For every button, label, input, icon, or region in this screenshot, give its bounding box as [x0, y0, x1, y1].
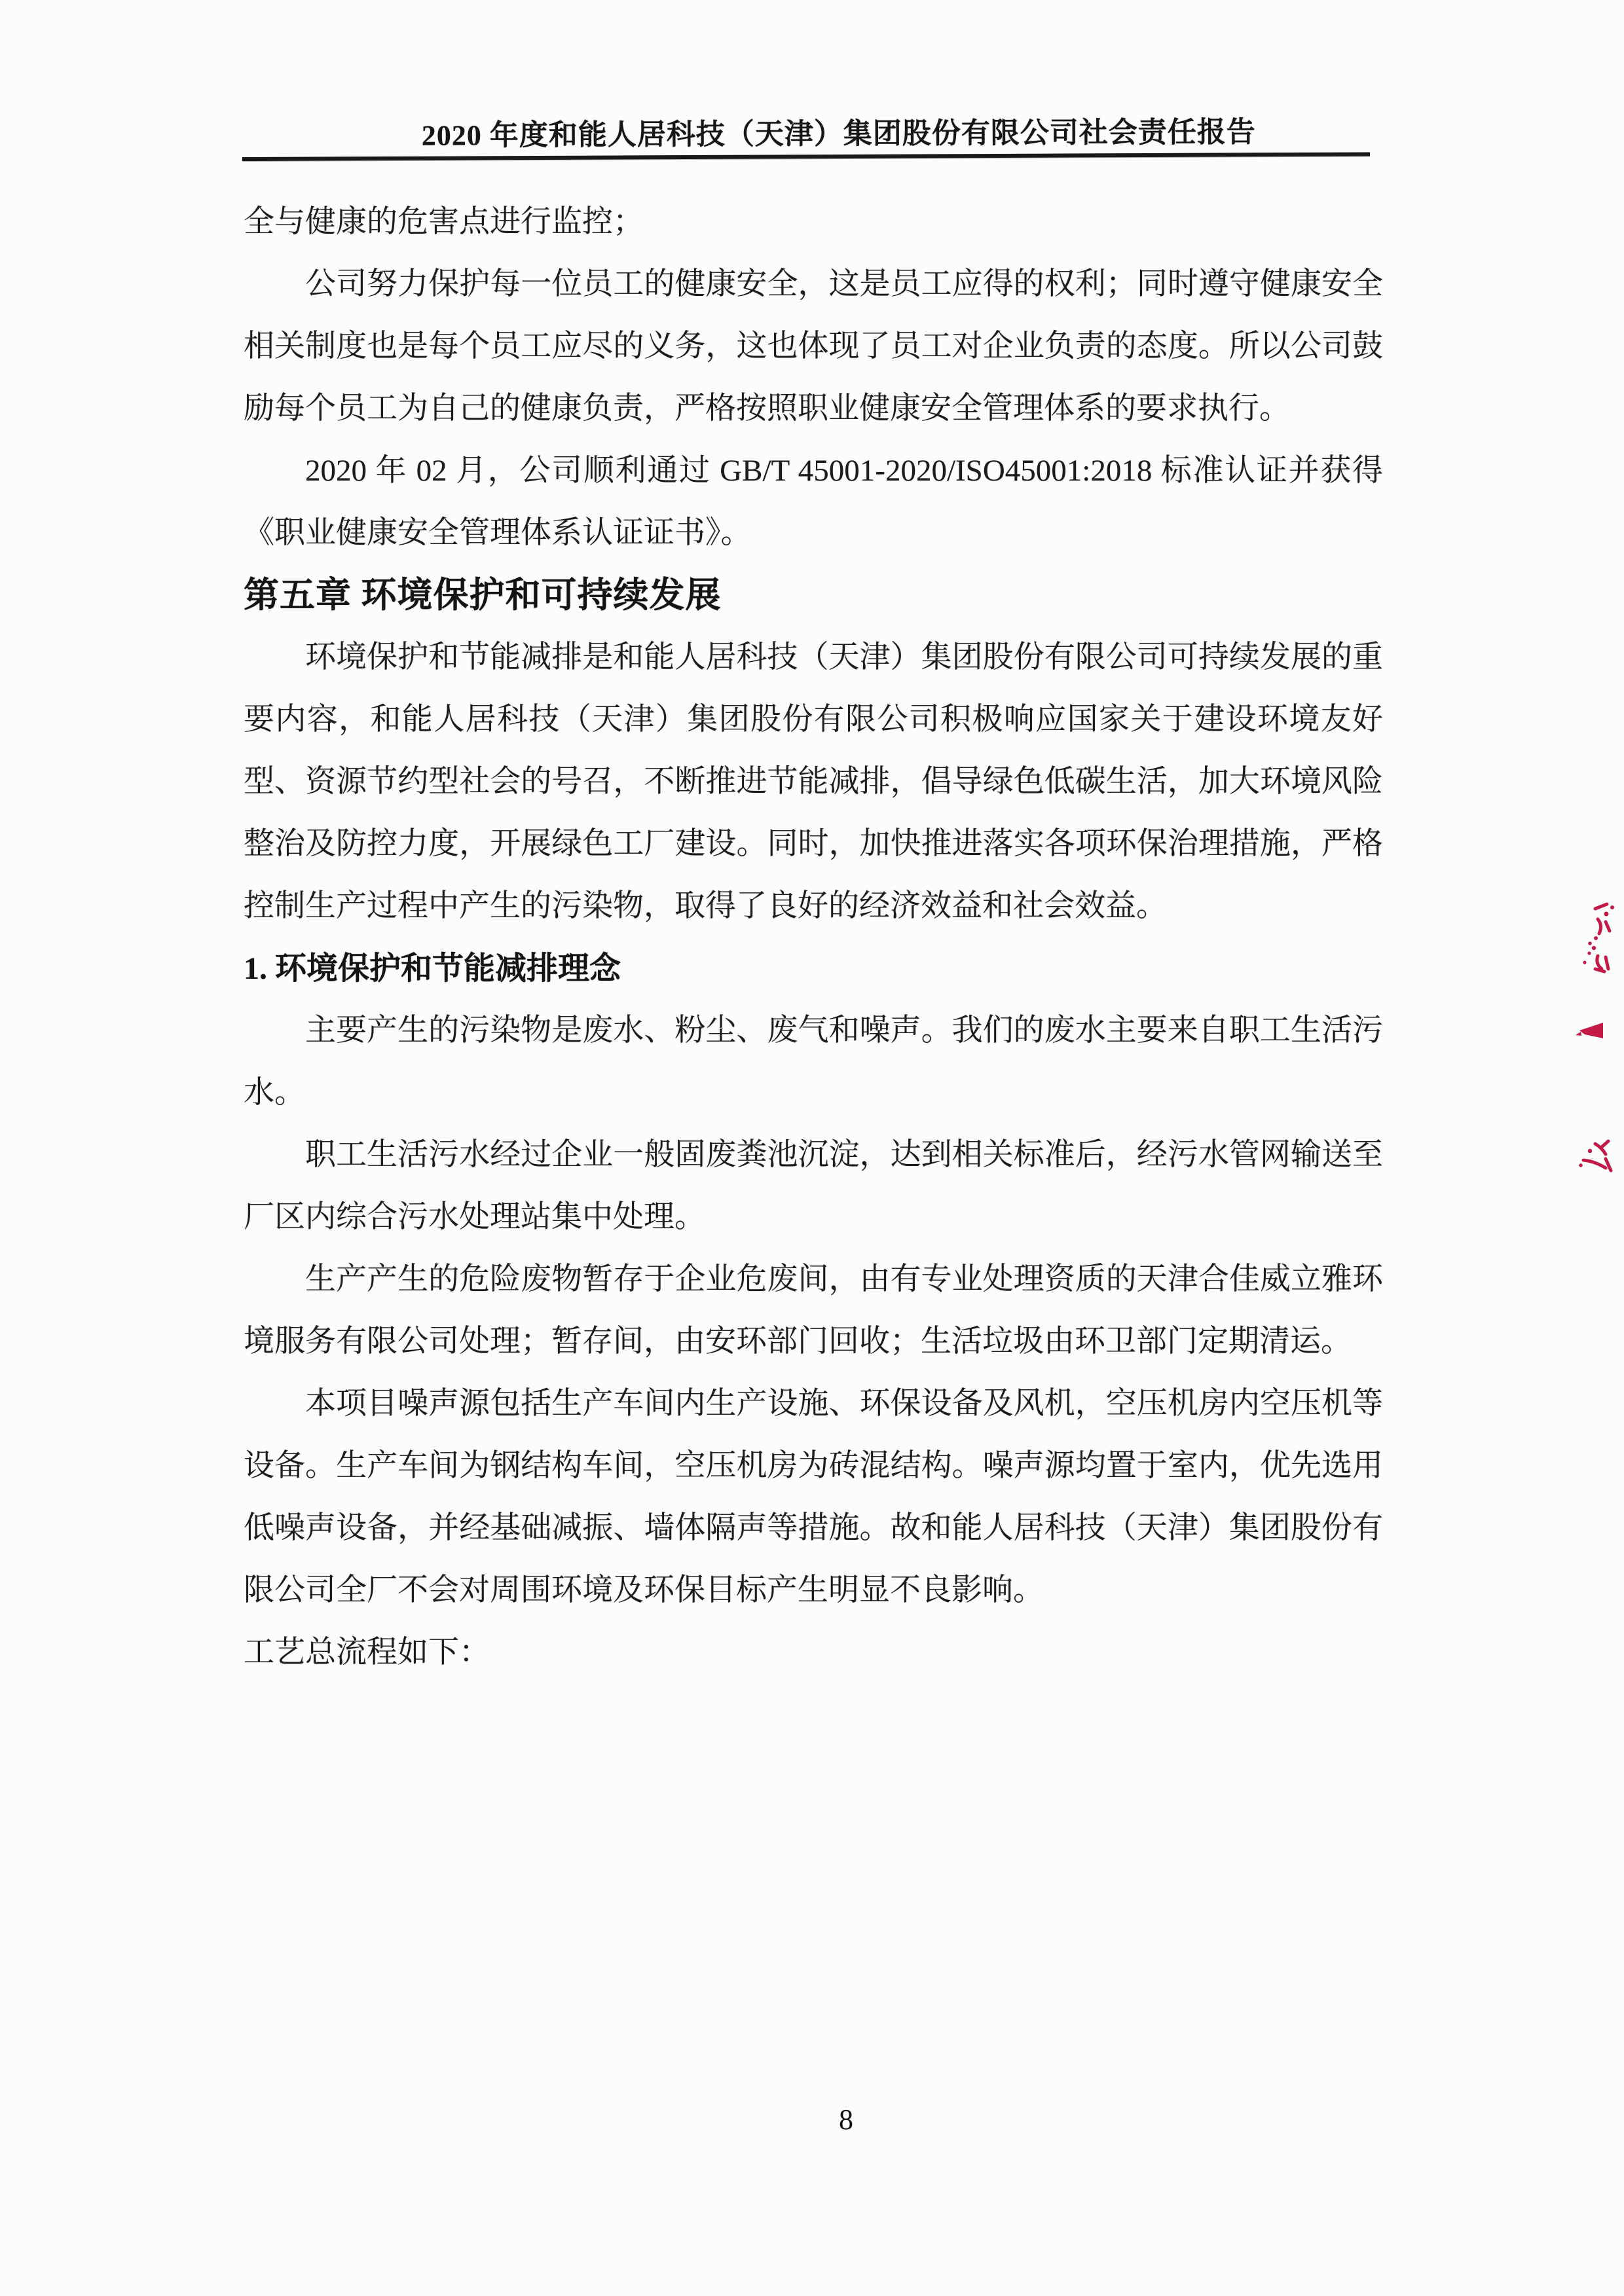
header-rule: [242, 152, 1370, 161]
paragraph: 环境保护和节能减排是和能人居科技（天津）集团股份有限公司可持续发展的重要内容，和能人居科技（天津）集团股份有限公司积极响应国家关于建设环境友好型、资源节约型社会的号召，不断推进节能减排，倡导绿色低碳生活，加大环境风险整治及防控力度，开展绿色工厂建设。同时，加快推进落实各项环保治理措施，严格控制生产过程中产生的污染物，取得了良好的经济效益和社会效益。: [244, 640, 1383, 923]
paragraph: 2020 年 02 月，公司顺利通过 GB/T 45001-2020/ISO45001:2018 标准认证并获得《职业健康安全管理体系认证证书》。: [244, 454, 1383, 550]
page-number: 8: [839, 2104, 853, 2136]
paragraph: 工艺总流程如下：: [244, 1635, 490, 1669]
paragraph: 全与健康的危害点进行监控；: [244, 205, 644, 239]
paragraph: 公司努力保护每一位员工的健康安全，这是员工应得的权利；同时遵守健康安全相关制度也是每个员工应尽的义务，这也体现了员工对企业负责的态度。所以公司鼓励每个员工为自己的健康负责，严格按照职业健康安全管理体系的要求执行。: [244, 267, 1383, 426]
paragraph: 职工生活污水经过企业一般固废粪池沉淀，达到相关标准后，经污水管网输送至厂区内综合污水处理站集中处理。: [244, 1138, 1383, 1234]
page-header: [0, 0, 1623, 152]
section-heading: 1. 环境保护和节能减排理念: [244, 951, 621, 986]
chapter-heading: 第五章 环境保护和可持续发展: [244, 575, 722, 615]
document-body: [244, 191, 1383, 1684]
paragraph: 主要产生的污染物是废水、粉尘、废气和噪声。我们的废水主要来自职工生活污水。: [244, 1013, 1383, 1110]
paragraph: 本项目噪声源包括生产车间内生产设施、环保设备及风机，空压机房内空压机等设备。生产车间为钢结构车间，空压机房为砖混结构。噪声源均置于室内，优先选用低噪声设备，并经基础减振、墙体隔声等措施。故和能人居科技（天津）集团股份有限公司全厂不会对周围环境及环保目标产生明显不良影响。: [244, 1387, 1383, 1607]
paragraph: 生产产生的危险废物暂存于企业危废间，由有专业处理资质的天津合佳威立雅环境服务有限公司处理；暂存间，由安环部门回收；生活垃圾由环卫部门定期清运。: [244, 1262, 1383, 1358]
header-title: 2020 年度和能人居科技（天津）集团股份有限公司社会责任报告: [421, 116, 1256, 152]
red-ink-marks: [1565, 890, 1624, 1192]
